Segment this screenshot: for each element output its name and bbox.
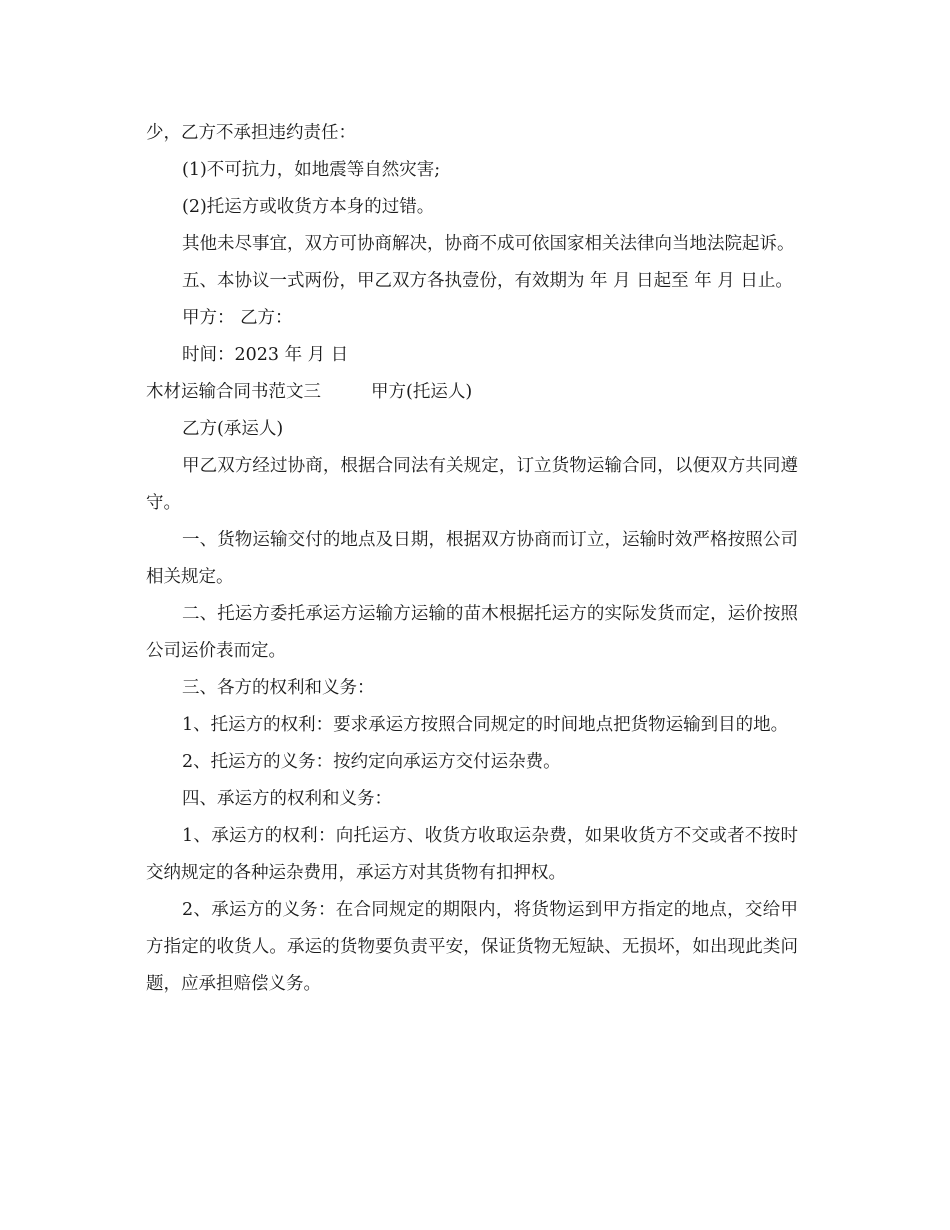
paragraph-clause-3: 三、各方的权利和义务： bbox=[182, 678, 375, 698]
paragraph-shipper-rights: 1、托运方的权利：要求承运方按照合同规定的时间地点把货物运输到目的地。 bbox=[182, 715, 789, 735]
section-title: 木材运输合同书范文三 bbox=[146, 382, 321, 402]
paragraph-carrier-rights: 1、承运方的权利：向托运方、收货方收取运杂费，如果收货方不交或者不按时交纳规定的各种运杂费用，承运方对其货物有扣押权。 bbox=[146, 826, 798, 883]
paragraph-own-fault: (2)托运方或收货方本身的过错。 bbox=[182, 197, 435, 217]
paragraph-shipper-duties: 2、托运方的义务：按约定向承运方交付运杂费。 bbox=[182, 752, 561, 772]
party-a-label: 甲方(托运人) bbox=[371, 382, 473, 402]
paragraph-force-majeure: (1)不可抗力，如地震等自然灾害; bbox=[182, 160, 441, 180]
paragraph-other-matters: 其他未尽事宜，双方可协商解决，协商不成可依国家相关法律向当地法院起诉。 bbox=[182, 234, 795, 254]
paragraph-agreement-intro: 甲乙双方经过协商，根据合同法有关规定，订立货物运输合同，以便双方共同遵守。 bbox=[146, 456, 798, 513]
paragraph-clause-4: 四、承运方的权利和义务： bbox=[182, 789, 392, 809]
paragraph-clause-2: 二、托运方委托承运方运输方运输的苗木根据托运方的实际发货而定，运价按照公司运价表而定。 bbox=[146, 604, 798, 661]
paragraph-breach-exemption: 少，乙方不承担违约责任： bbox=[146, 123, 356, 143]
paragraph-signatures: 甲方： 乙方： bbox=[182, 308, 293, 328]
document-page bbox=[146, 115, 798, 1003]
paragraph-date: 时间：2023 年 月 日 bbox=[182, 345, 349, 365]
section-title-row bbox=[146, 374, 798, 411]
paragraph-party-b: 乙方(承运人) bbox=[182, 419, 284, 439]
paragraph-copies-validity: 五、本协议一式两份，甲乙双方各执壹份，有效期为 年 月 日起至 年 月 日止。 bbox=[182, 271, 793, 291]
paragraph-carrier-duties: 2、承运方的义务：在合同规定的期限内，将货物运到甲方指定的地点，交给甲方指定的收货人。承运的货物要负责平安，保证货物无短缺、无损坏，如出现此类问题，应承担赔偿义务。 bbox=[146, 900, 798, 994]
paragraph-clause-1: 一、货物运输交付的地点及日期，根据双方协商而订立，运输时效严格按照公司相关规定。 bbox=[146, 530, 798, 587]
